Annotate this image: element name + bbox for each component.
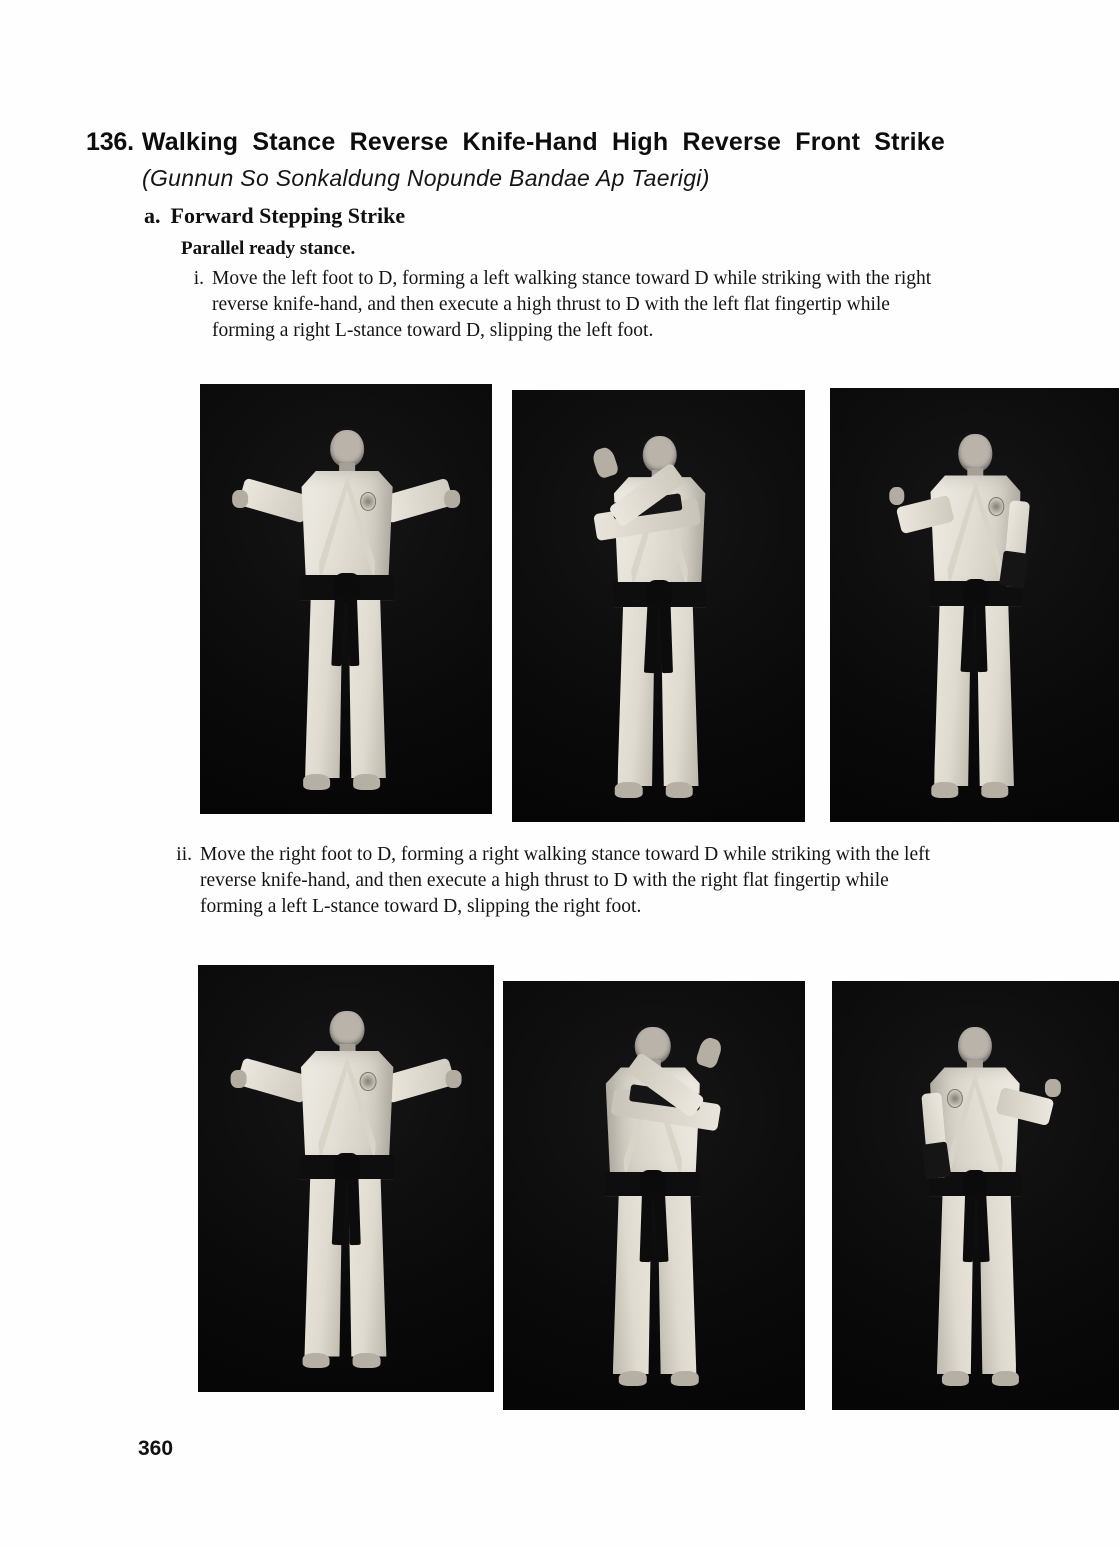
- step-paragraph-ii: [162, 842, 937, 920]
- subsection-marker: a.: [144, 203, 161, 228]
- figure-parallel-ready-stance: [232, 418, 460, 805]
- photo-step-ii-2: [503, 981, 805, 1410]
- photo-step-ii-1: [198, 965, 494, 1392]
- subsection-title: Forward Stepping Strike: [170, 203, 406, 228]
- figure-strike-preparation: [544, 425, 773, 814]
- figure-l-stance-thrust: [862, 423, 1087, 814]
- photo-step-i-1: [200, 384, 492, 814]
- step-text-i: Move the left foot to D, forming a left walking stance toward D while striking with the right reverse knife-hand, and then execute a high thrust to D with the left flat fingertip while forming a right L-stance toward D, slipping the left foot.: [212, 268, 932, 341]
- photo-step-ii-3: [832, 981, 1119, 1410]
- figure-strike-preparation-mirrored: [536, 1015, 772, 1401]
- step-text-ii: Move the right foot to D, forming a right walking stance toward D while striking with the left reverse knife-hand, and then execute a high thrust to D with the right flat fingertip while forming a left L-stance toward D, slipping the right foot.: [200, 844, 931, 917]
- subsection-heading: [144, 203, 405, 229]
- korean-romanized-title: (Gunnun So Sonkaldung Nopunde Bandae Ap Taerigi): [142, 165, 710, 191]
- photo-step-i-2: [512, 390, 805, 822]
- figure-l-stance-thrust-mirrored: [864, 1015, 1088, 1401]
- section-number: 136.: [86, 128, 134, 156]
- step-paragraph-i: [174, 266, 934, 344]
- page-number: 360: [138, 1437, 174, 1460]
- figure-parallel-ready-stance-mirrored: [231, 999, 462, 1383]
- step-marker-ii: ii.: [176, 844, 192, 865]
- page-title: Walking Stance Reverse Knife-Hand High Reverse Front Strike: [141, 128, 945, 156]
- photo-step-i-3: [830, 388, 1119, 822]
- step-marker-i: i.: [193, 268, 204, 289]
- section-heading: [86, 128, 1066, 157]
- ready-stance-note: Parallel ready stance.: [181, 238, 356, 259]
